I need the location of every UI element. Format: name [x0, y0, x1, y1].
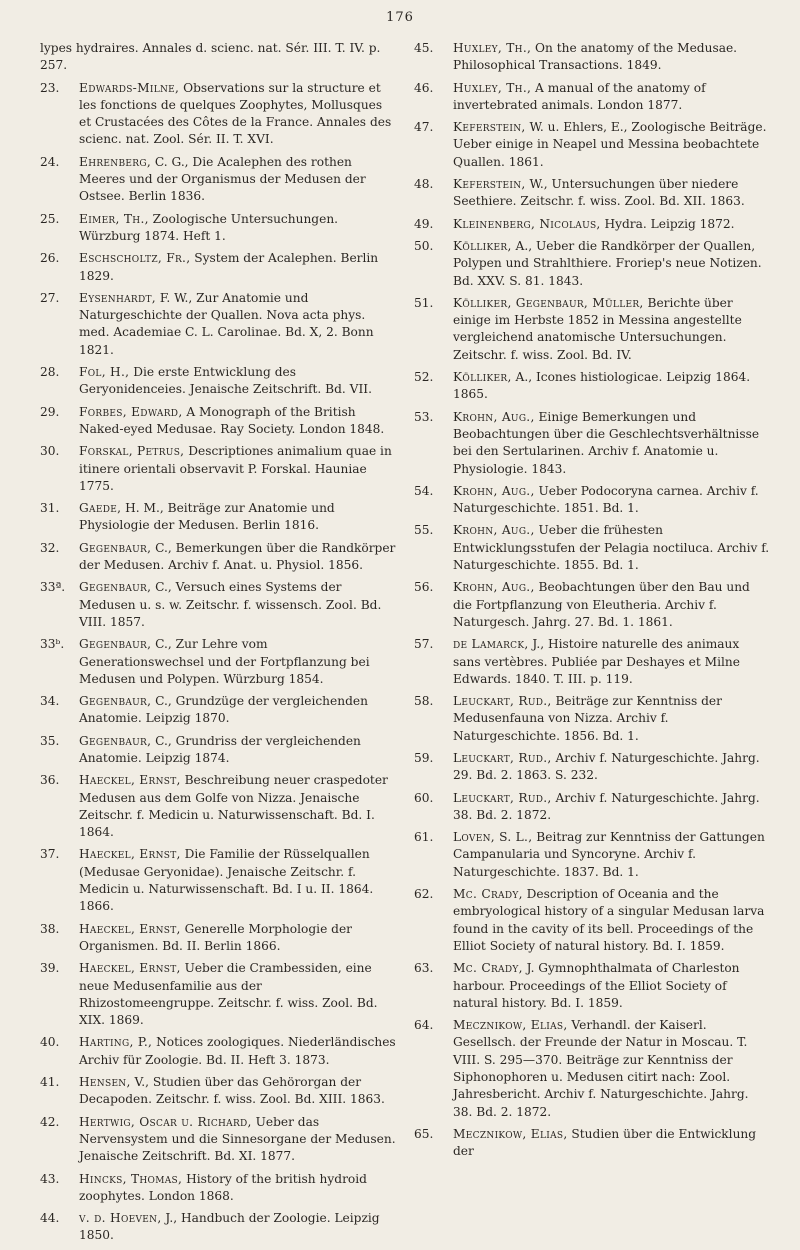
entry-number: 36. [40, 773, 60, 788]
entry-number: 32. [40, 540, 60, 555]
entry-number: 53. [414, 409, 434, 424]
entry-author: Eimer, Th., [79, 211, 149, 226]
entry-number: 29. [40, 404, 60, 419]
bibliography-entry [40, 846, 396, 915]
bibliography-entry [414, 369, 770, 404]
entry-text: Descriptiones animalium quae in itinere orientali observavit P. Forskal. Hauniae 1775. [79, 444, 392, 493]
bibliography-entry [414, 750, 770, 785]
entry-text: Beiträge zur Kenntniss der Medusenfauna von Nizza. Archiv f. Naturgeschichte. 1856. Bd. 1. [453, 694, 722, 743]
entry-number: 35. [40, 733, 60, 748]
entry-author: Keferstein, [453, 120, 526, 135]
bibliography-entry [40, 540, 396, 575]
entry-author: Gegenbaur, [79, 733, 152, 748]
entry-number: 49. [414, 216, 434, 231]
entry-number: 33ᵇ. [40, 637, 65, 652]
entry-number: 27. [40, 290, 60, 305]
entry-number: 59. [414, 750, 434, 765]
entry-author: Leuckart, Rud., [453, 694, 552, 709]
entry-text: System der Acalephen. Berlin 1829. [79, 251, 379, 283]
entry-text: Einige Bemerkungen und Beobachtungen über die Geschlechtsverhältnisse bei den Sertularinen. Archiv f. Anatomie u. Physiologie. 1843. [453, 409, 760, 476]
entry-text: H. M., Beiträge zur Anatomie und Physiologie der Medusen. Berlin 1816. [79, 501, 335, 533]
entry-text: C., Grundzüge der vergleichenden Anatomie. Leipzig 1870. [79, 694, 368, 726]
bibliography-entry [40, 579, 396, 631]
entry-text: A., Ueber die Randkörper der Quallen, Polypen und Strahlthiere. Froriep's neue Notizen. Bd. XXV. S. 81. 1843. [453, 238, 762, 288]
entry-number: 38. [40, 921, 60, 936]
entry-author: Keferstein, [453, 177, 526, 192]
entry-text: A Monograph of the British Naked-eyed Medusae. Ray Society. London 1848. [79, 404, 385, 436]
entry-number: 33ª. [40, 580, 66, 595]
entry-author: Gegenbaur, [79, 540, 152, 555]
bibliography-entry [40, 733, 396, 768]
bibliography-entry [414, 636, 770, 688]
entry-text: Die Familie der Rüsselquallen (Medusae Geryonidae). Jenaische Zeitschr. f. Medicin u. Naturwissenschaft. Bd. I u. II. 1864. 1866. [79, 847, 374, 914]
entry-author: de Lamarck, [453, 637, 529, 652]
entry-text: Archiv f. Naturgeschichte. Jahrg. 29. Bd. 2. 1863. S. 232. [453, 750, 760, 783]
entry-author: Krohn, Aug., [453, 580, 535, 595]
entry-number: 34. [40, 694, 60, 709]
entry-author: Mecznikow, Elias, [453, 1018, 568, 1033]
bibliography-entry [40, 154, 396, 206]
entry-author: Huxley, Th., [453, 80, 532, 95]
bibliography-entry [40, 921, 396, 956]
entry-number: 64. [414, 1018, 434, 1033]
bibliography-entry [414, 1017, 770, 1121]
bibliography-entry [414, 790, 770, 825]
entry-author: Gegenbaur, [79, 637, 152, 652]
entry-number: 56. [414, 580, 434, 595]
entry-author: Edwards-Milne, [79, 80, 180, 95]
entry-number: 63. [414, 961, 434, 976]
entry-text: V., Studien über das Gehörorgan der Decapoden. Zeitschr. f. wiss. Zool. Bd. XIII. 1863. [79, 1075, 385, 1107]
entry-author: Eysenhardt, [79, 290, 156, 305]
left-entry-list [40, 80, 396, 1245]
entry-author: Gegenbaur, [79, 580, 152, 595]
bibliography-entry [414, 693, 770, 745]
entry-text: W. u. Ehlers, E., Zoologische Beiträge. Ueber einige in Neapel und Messina beobachtete Quallen. 1861. [453, 120, 767, 169]
page-number: 176 [386, 10, 414, 25]
entry-author: Eschscholtz, Fr., [79, 251, 191, 266]
entry-number: 65. [414, 1126, 434, 1141]
bibliography-entry [414, 886, 770, 955]
entry-author: Hensen, [79, 1075, 131, 1090]
right-column [414, 40, 770, 1166]
entry-author: Gegenbaur, [79, 694, 152, 709]
entry-number: 40. [40, 1035, 60, 1050]
bibliography-entry [40, 1074, 396, 1109]
entry-text: Hydra. Leipzig 1872. [600, 216, 735, 231]
bibliography-entry [414, 522, 770, 574]
entry-number: 42. [40, 1114, 60, 1129]
entry-author: Kölliker, [453, 370, 512, 385]
entry-number: 62. [414, 887, 434, 902]
entry-text: Observations sur la structure et les fonctions de quelques Zoophytes, Mollusques et Crustacées des Côtes de la France. Annales des scienc. nat. Zool. Sér. II. T. XVI. [79, 80, 392, 147]
bibliography-entry [414, 80, 770, 115]
entry-number: 52. [414, 370, 434, 385]
entry-number: 46. [414, 80, 434, 95]
entry-author: Haeckel, Ernst, [79, 847, 181, 862]
bibliography-entry [40, 443, 396, 495]
bibliography-entry [40, 290, 396, 359]
bibliography-entry [40, 960, 396, 1029]
entry-number: 47. [414, 120, 434, 135]
entry-author: Krohn, Aug., [453, 523, 535, 538]
entry-number: 23. [40, 80, 60, 95]
entry-number: 44. [40, 1211, 60, 1226]
entry-author: Loven, S. L., [453, 830, 533, 845]
entry-number: 51. [414, 295, 434, 310]
entry-number: 39. [40, 961, 60, 976]
bibliography-entry [40, 250, 396, 285]
entry-text: C., Grundriss der vergleichenden Anatomie. Leipzig 1874. [79, 733, 361, 765]
bibliography-entry [414, 176, 770, 211]
right-entry-list [414, 40, 770, 1161]
entry-number: 45. [414, 41, 434, 55]
entry-number: 50. [414, 238, 434, 253]
entry-text: Generelle Morphologie der Organismen. Bd. II. Berlin 1866. [79, 921, 353, 953]
entry-text: Description of Oceania and the embryological history of a singular Medusan larva found in the cavity of its bell. Proceedings of the Elliot Society of natural history. Bd. I. 1859. [453, 887, 765, 953]
entry-text: Zoologische Untersuchungen. Würzburg 1874. Heft 1. [79, 211, 339, 243]
entry-author: Huxley, Th., [453, 41, 532, 55]
entry-author: Kölliker, [453, 238, 512, 253]
bibliography-entry [414, 119, 770, 171]
left-column [40, 40, 396, 1250]
entry-text: Beitrag zur Kenntniss der Gattungen Campanularia und Syncoryne. Archiv f. Naturgeschichte. 1837. Bd. 1. [453, 830, 765, 879]
entry-author: Leuckart, Rud., [453, 750, 552, 765]
entry-author: Hertwig, Oscar u. Richard, [79, 1114, 252, 1129]
entry-author: Haeckel, Ernst, [79, 773, 181, 788]
bibliography-entry [414, 216, 770, 233]
entry-author: Krohn, Aug., [453, 483, 535, 498]
continuation-text: lypes hydraires. Annales d. scienc. nat. Sér. III. T. IV. p. 257. [40, 41, 381, 73]
entry-author: Forbes, Edward, [79, 404, 183, 419]
entry-author: Hincks, Thomas, [79, 1171, 183, 1186]
entry-number: 37. [40, 847, 60, 862]
bibliography-entry [40, 636, 396, 688]
entry-text: J., Histoire naturelle des animaux sans vertèbres. Publiée par Deshayes et Milne Edwards. 1840. T. III. p. 119. [453, 637, 740, 686]
entry-text: J., Handbuch der Zoologie. Leipzig 1850. [79, 1211, 380, 1243]
entry-author: Haeckel, Ernst, [79, 961, 181, 976]
entry-text: F. W., Zur Anatomie und Naturgeschichte der Quallen. Nova acta phys. med. Academiae C. L. Carolinae. Bd. X, 2. Bonn 1821. [79, 290, 374, 357]
entry-number: 28. [40, 365, 60, 380]
bibliography-entry [414, 409, 770, 478]
bibliography-entry [414, 829, 770, 881]
entry-text: Ueber die frühesten Entwicklungsstufen der Pelagia noctiluca. Archiv f. Naturgeschichte. 1855. Bd. 1. [453, 523, 770, 573]
entry-number: 24. [40, 154, 60, 169]
entry-number: 25. [40, 211, 60, 226]
entry-author: Forskal, Petrus, [79, 444, 185, 459]
entry-author: Gaede, [79, 501, 122, 516]
entry-text: C. G., Die Acalephen des rothen Meeres und der Organismus der Medusen der Ostsee. Berlin 1836. [79, 154, 366, 204]
entry-text: On the anatomy of the Medusae. Philosophical Transactions. 1849. [453, 41, 738, 73]
entry-number: 61. [414, 830, 434, 845]
bibliography-entry [40, 80, 396, 149]
entry-text: Ueber das Nervensystem und die Sinnesorgane der Medusen. Jenaische Zeitschrift. Bd. XI. 1877. [79, 1114, 396, 1164]
entry-number: 43. [40, 1171, 60, 1186]
entry-author: Mc. Crady, [453, 961, 523, 976]
entry-text: History of the british hydroid zoophytes. London 1868. [79, 1171, 367, 1203]
bibliography-entry [40, 1114, 396, 1166]
bibliography-entry [414, 295, 770, 364]
bibliography-entry [40, 404, 396, 439]
entry-text: Studien über die Entwicklung der [453, 1126, 757, 1159]
entry-author: Ehrenberg, [79, 154, 151, 169]
entry-text: Ueber die Crambessiden, eine neue Medusenfamilie aus der Rhizostomeengruppe. Zeitschr. f. wiss. Zool. Bd. XIX. 1869. [79, 961, 378, 1028]
bibliography-entry [414, 40, 770, 75]
entry-author: Mecznikow, Elias, [453, 1126, 568, 1141]
entry-number: 60. [414, 790, 434, 805]
bibliography-entry [414, 579, 770, 631]
entry-author: Kölliker, Gegenbaur, Müller, [453, 295, 644, 310]
entry-text: Ueber Podocoryna carnea. Archiv f. Naturgeschichte. 1851. Bd. 1. [453, 483, 759, 516]
entry-text: A., Icones histiologicae. Leipzig 1864. 1865. [453, 370, 751, 402]
entry-author: v. d. Hoeven, [79, 1211, 162, 1226]
entry-author: Harting, P., [79, 1035, 153, 1050]
bibliography-entry [40, 1171, 396, 1206]
entry-text: Beobachtungen über den Bau und die Fortpflanzung von Eleutheria. Archiv f. Naturgesch. Jahrg. 27. Bd. 1. 1861. [453, 580, 750, 629]
entry-number: 26. [40, 251, 60, 266]
entry-number: 55. [414, 523, 434, 538]
entry-author: Leuckart, Rud., [453, 790, 552, 805]
bibliography-entry [40, 364, 396, 399]
entry-author: Mc. Crady, [453, 887, 523, 902]
entry-text: Berichte über einige im Herbste 1852 in Messina angestellte vergleichend anatomische Untersuchungen. Zeitschr. f. wiss. Zool. Bd. IV. [453, 295, 742, 362]
entry-text: A manual of the anatomy of invertebrated animals. London 1877. [453, 80, 706, 112]
bibliography-entry [414, 483, 770, 518]
entry-text: C., Bemerkungen über die Randkörper der Medusen. Archiv f. Anat. u. Physiol. 1856. [79, 540, 396, 573]
entry-text: C., Versuch eines Systems der Medusen u. s. w. Zeitschr. f. wissensch. Zool. Bd. VIII. 1857. [79, 580, 382, 629]
entry-number: 58. [414, 694, 434, 709]
entry-text: C., Zur Lehre vom Generationswechsel und der Fortpflanzung bei Medusen und Polypen. Würzburg 1854. [79, 637, 370, 686]
entry-author: Krohn, Aug., [453, 409, 535, 424]
entry-text: J. Gymnophthalmata of Charleston harbour. Proceedings of the Elliot Society of natural history. Bd. I. 1859. [453, 961, 740, 1010]
entry-number: 31. [40, 501, 60, 516]
bibliography-entry [414, 960, 770, 1012]
entry-number: 41. [40, 1075, 60, 1090]
entry-author: Fol, H., [79, 365, 130, 380]
bibliography-entry [40, 772, 396, 841]
bibliography-entry [40, 693, 396, 728]
entry-author: Haeckel, Ernst, [79, 921, 181, 936]
entry-number: 48. [414, 177, 434, 192]
entry-text: Beschreibung neuer craspedoter Medusen aus dem Golfe von Nizza. Jenaische Zeitschr. f. Medicin u. Naturwissenschaft. Bd. I. 1864. [79, 773, 388, 840]
bibliography-entry [40, 500, 396, 535]
bibliography-entry [414, 238, 770, 290]
entry-number: 54. [414, 483, 434, 498]
entry-author: Kleinenberg, Nicolaus, [453, 216, 601, 231]
entry-text: Archiv f. Naturgeschichte. Jahrg. 38. Bd. 2. 1872. [453, 790, 760, 822]
entry-number: 30. [40, 444, 60, 459]
entry-number: 57. [414, 637, 434, 652]
bibliography-entry [40, 211, 396, 246]
entry-text: W., Untersuchungen über niedere Seethiere. Zeitschr. f. wiss. Zool. Bd. XII. 1863. [453, 177, 745, 209]
entry-text: Verhandl. der Kaiserl. Gesellsch. der Freunde der Natur in Moscau. T. VIII. S. 295—370. Beiträge zur Kenntniss der Siphonophoren u. Medusen citirt nach: Zool. Jahresbericht. Archiv f. Naturgeschichte. Jahrg. 38. Bd. 2. 1872. [453, 1018, 749, 1119]
entry-text: Notices zoologiques. Niederländisches Archiv für Zoologie. Bd. II. Heft 3. 1873. [79, 1035, 396, 1067]
bibliography-entry [40, 1210, 396, 1245]
entry-text: Die erste Entwicklung des Geryonidenceies. Jenaische Zeitschrift. Bd. VII. [79, 365, 372, 397]
bibliography-entry [40, 1034, 396, 1069]
bibliography-entry [414, 1126, 770, 1161]
